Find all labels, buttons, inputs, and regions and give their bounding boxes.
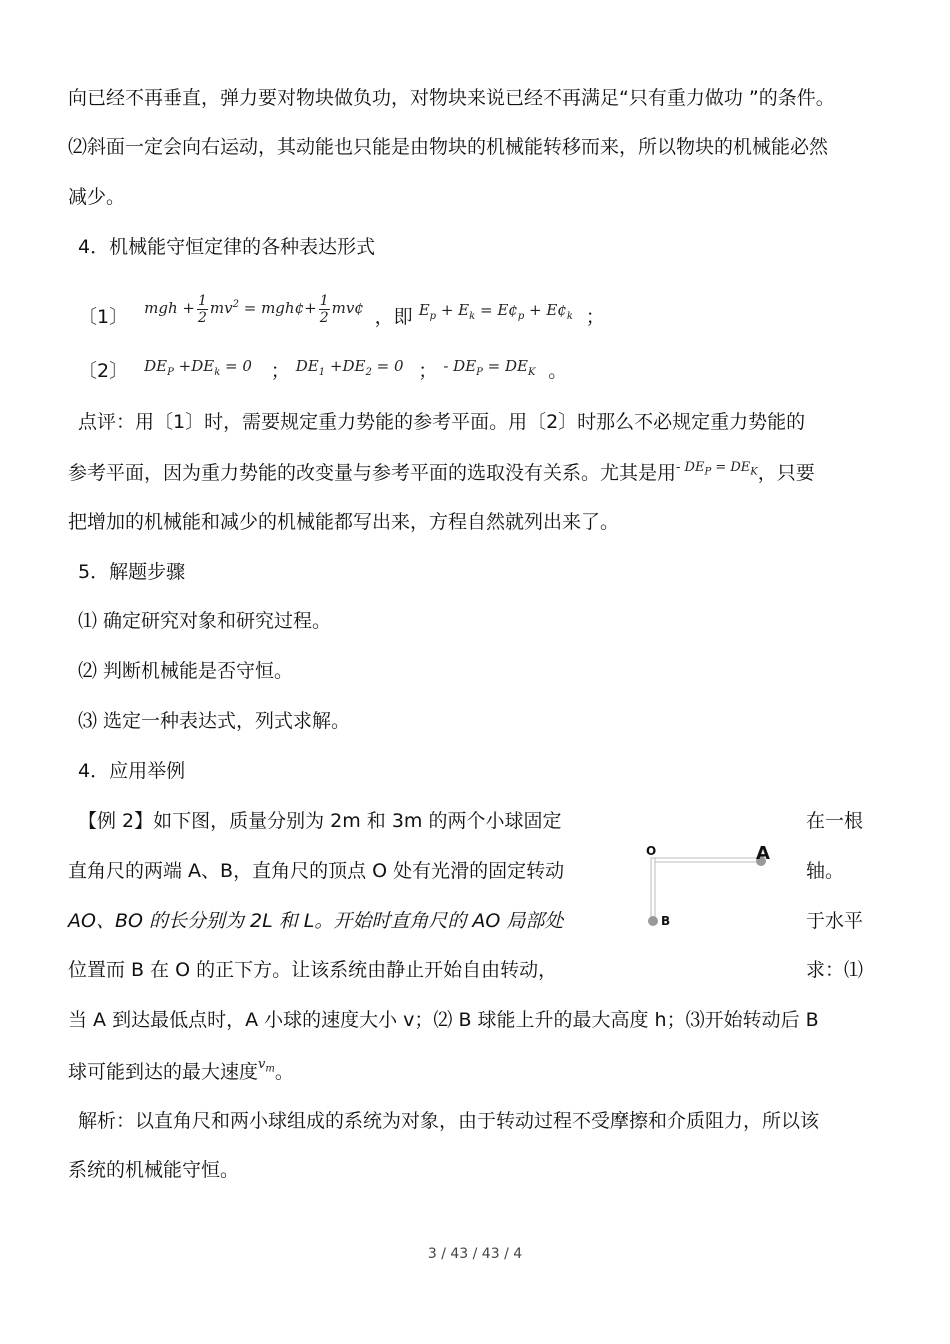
formula-1-mv: mv (209, 299, 233, 317)
formula-1-lhs (144, 292, 369, 326)
para1-line2: ⑵斜面一定会向右运动，其动能也只能是由物块的机械能转移而来，所以物块的机械能必然 (68, 136, 829, 158)
sub-p: p (517, 311, 525, 322)
example-line6-end: 。 (274, 1061, 294, 1083)
plus-delta-e: +DE (178, 357, 215, 375)
example-line2: 直角尺的两端 A、B，直角尺的顶点 O 处有光滑的固定转动 (68, 860, 565, 882)
formula-2-c (443, 357, 540, 378)
sub-p: P (704, 466, 712, 478)
sub-k: k (214, 367, 221, 378)
label-b: B (661, 914, 671, 928)
plus-delta-e: +DE (329, 357, 366, 375)
vm-symbol (258, 1057, 275, 1075)
para1-line3: 减少。 (68, 186, 126, 208)
sub-k: k (469, 311, 476, 322)
eq-delta-e: = DE (715, 460, 751, 475)
sub-p: P (476, 367, 483, 378)
step-2: ⑵ 判断机械能是否守恒。 (78, 660, 294, 682)
page-footer: 3 / 43 / 43 / 4 (427, 1246, 523, 1262)
formula-2-b (295, 357, 409, 378)
sub-m: m (265, 1063, 275, 1075)
e-symbol: E (418, 301, 430, 319)
formula-2-semicolon-2: ； (418, 360, 438, 382)
example-line4: 位置而 B 在 O 的正下方。让该系统由静止开始自由转动， (68, 959, 558, 981)
frac-den: 2 (197, 309, 207, 326)
eq-zero: = 0 (376, 357, 404, 375)
plus-e: + E (440, 301, 470, 319)
sub-1: 1 (318, 367, 326, 378)
solution-line2: 系统的机械能守恒。 (68, 1159, 240, 1181)
formula-1-eq: = mgh¢+ (243, 299, 317, 317)
eq-e-prime: = E¢ (479, 301, 518, 319)
section-4b-heading: 4．应用举例 (78, 760, 186, 782)
formula-2-label: 〔2〕 (78, 360, 129, 382)
sub-2: 2 (365, 367, 372, 378)
eq-zero: = 0 (225, 357, 252, 375)
right-angle-ruler-figure (630, 838, 780, 938)
sub-k: K (527, 367, 536, 378)
formula-2-period: 。 (548, 360, 568, 382)
comment-line2-end: ，只要 (757, 462, 815, 484)
formula-1-frac-b (319, 293, 330, 326)
label-a: A (756, 843, 770, 864)
sub-k: k (566, 311, 573, 322)
eq-delta-e: = DE (487, 357, 528, 375)
formula-2-semicolon-1: ； (270, 360, 290, 382)
formula-1-mgh: mgh + (144, 299, 195, 317)
frac-num: 1 (197, 292, 207, 309)
comment-line2-text: 参考平面，因为重力势能的改变量与参考平面的选取没有关系。尤其是用 (68, 462, 677, 484)
delta-e: DE (295, 357, 319, 375)
plus-e-prime: + E¢ (529, 301, 567, 319)
ruler-arm-bo (651, 858, 655, 920)
formula-line-1 (78, 285, 605, 337)
formula-line-2 (78, 348, 567, 391)
formula-2-a (144, 357, 257, 378)
minus-delta-e: - DE (443, 357, 477, 375)
comment-line3: 把增加的机械能和减少的机械能都写出来，方程自然就列出来了。 (68, 511, 620, 533)
sub-p: P (167, 367, 174, 378)
comment-formula (676, 460, 758, 478)
sub-k: K (750, 466, 758, 478)
step-3: ⑶ 选定一种表达式，列式求解。 (78, 710, 351, 732)
para1-line1: 向已经不再垂直，弹力要对物块做负功，对物块来说已经不再满足“只有重力做功 ”的条件。 (68, 87, 835, 109)
v-letter: v (258, 1057, 266, 1072)
formula-1-ji: ，即 (374, 306, 413, 328)
example-line3: AO、BO 的长分别为 2L 和 L。开始时直角尺的 AO 局部处 (68, 910, 564, 932)
step-1: ⑴ 确定研究对象和研究过程。 (78, 610, 332, 632)
example-line1: 【例 2】如下图，质量分别为 2m 和 3m 的两个小球固定 (78, 810, 562, 832)
formula-1-mv-prime: mv¢ (331, 299, 364, 317)
sub-p: p (429, 311, 437, 322)
comment-line2 (68, 455, 815, 486)
example-line6 (68, 1052, 294, 1085)
comment-line1: 点评：用〔1〕时，需要规定重力势能的参考平面。用〔2〕时那么不必规定重力势能的 (78, 411, 806, 433)
formula-1-label: 〔1〕 (78, 306, 129, 328)
formula-1-semicolon: ； (585, 306, 605, 328)
ball-b (648, 916, 658, 926)
example-line3-right: 于水平 (806, 910, 864, 932)
ruler-arm-ao (651, 858, 763, 862)
example-line5: 当 A 到达最低点时，A 小球的速度大小 v；⑵ B 球能上升的最大高度 h；⑶开始转动后 B (68, 1009, 819, 1031)
frac-num: 1 (319, 292, 329, 309)
delta-e: DE (144, 357, 168, 375)
section-4-heading: 4．机械能守恒定律的各种表达形式 (78, 236, 376, 258)
example-line1-right: 在一根 (806, 810, 864, 832)
minus-delta-e: - DE (676, 460, 705, 475)
formula-1-sup: 2 (232, 299, 239, 310)
formula-1-frac-a (197, 293, 208, 326)
frac-den: 2 (319, 309, 329, 326)
example-line4-right: 求：⑴ (806, 959, 864, 981)
solution-line1: 解析：以直角尺和两小球组成的系统为对象，由于转动过程不受摩擦和介质阻力，所以该 (78, 1110, 820, 1132)
label-o: O (646, 844, 657, 858)
example-line6-text: 球可能到达的最大速度 (68, 1061, 259, 1083)
section-5-heading: 5．解题步骤 (78, 561, 186, 583)
formula-1-energy (418, 301, 578, 322)
example-line2-right: 轴。 (806, 860, 845, 882)
